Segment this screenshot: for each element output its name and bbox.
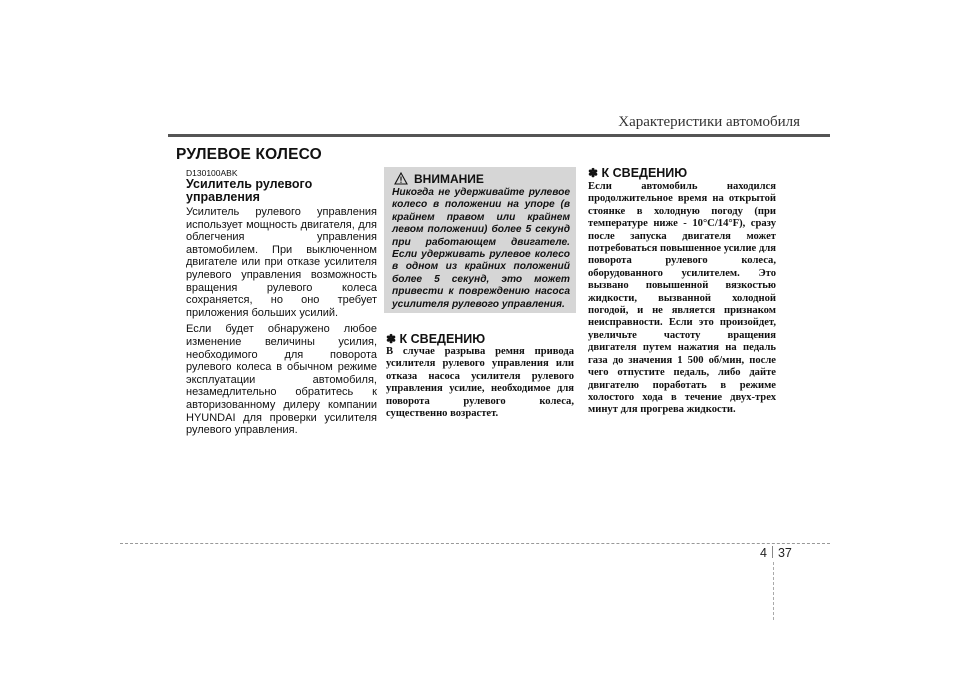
section-code: D130100ABK bbox=[186, 168, 238, 178]
star-note-icon: ✽ bbox=[386, 332, 397, 346]
note-2-title-text: К СВЕДЕНИЮ bbox=[601, 166, 688, 180]
footer-dashed-rule bbox=[120, 543, 830, 544]
chapter-number: 4 bbox=[760, 546, 767, 560]
subsection-title: Усилитель рулевого управления bbox=[186, 177, 313, 204]
page-number-value: 37 bbox=[777, 546, 792, 560]
star-note-icon: ✽ bbox=[588, 166, 599, 180]
note-1-title-text: К СВЕДЕНИЮ bbox=[399, 332, 486, 346]
header-rule bbox=[168, 134, 830, 137]
page-number bbox=[760, 546, 792, 560]
paragraph-1: Усилитель рулевого управления использует мощность двигателя, для облегчения управления автомобилем. При выключенном двигателе или при отказе усилителя рулевого управления возможность вращения рулевого колеса сохраняется, но оно требует приложения больших усилий. bbox=[186, 206, 377, 319]
warning-text: Никогда не удерживайте рулевое колесо в положении на упоре (в крайнем правом или крайнем левом положении) более 5 секунд при работающем двигателе. Если удерживать рулевое колесо в одном из крайних положений более 5 секунд, это может привести к повреждению насоса усилителя рулевого управления. bbox=[392, 187, 570, 310]
footer-vertical-rule bbox=[773, 562, 774, 620]
page-separator bbox=[772, 546, 773, 558]
running-header: Характеристики автомобиля bbox=[618, 114, 800, 130]
note-2-text: Если автомобиль находился продолжительное время на открытой стоянке в холодную погоду (при температуре ниже - 10°C/14°F), сразу после запуска двигателя может потребоваться повышенное усилие для поворота рулевого колеса, оборудованного усилителем. Это вызвано повышенной вязкостью жидкости, вызванной холодной погодой, и не является признаком неисправности. Если это произойдет, увеличьте частоту вращения двигателя путем нажатия на педаль газа до значения 1 500 об/мин, после чего отпустите педаль, либо дайте двигателю поработать в режиме холостого хода в течение двух-трех минут для прогрева жидкости. bbox=[588, 181, 776, 416]
warning-title: ВНИМАНИЕ bbox=[414, 172, 484, 186]
section-body bbox=[186, 206, 377, 441]
paragraph-2: Если будет обнаружено любое изменение величины усилия, необходимого для поворота рулевого колеса в обычном режиме эксплуатации автомобиля, незамедлительно обратитесь к авторизованному дилеру компании HYUNDAI для проверки усилителя рулевого управления. bbox=[186, 323, 377, 437]
note-1-title bbox=[386, 332, 485, 346]
section-title: РУЛЕВОЕ КОЛЕСО bbox=[176, 146, 322, 163]
note-2-title bbox=[588, 166, 687, 180]
note-1-text: В случае разрыва ремня привода усилителя рулевого управления или отказа насоса усилителя рулевого управления усилие, необходимое для поворота рулевого колеса, существенно возрастет. bbox=[386, 346, 574, 420]
warning-triangle-icon bbox=[394, 172, 408, 185]
